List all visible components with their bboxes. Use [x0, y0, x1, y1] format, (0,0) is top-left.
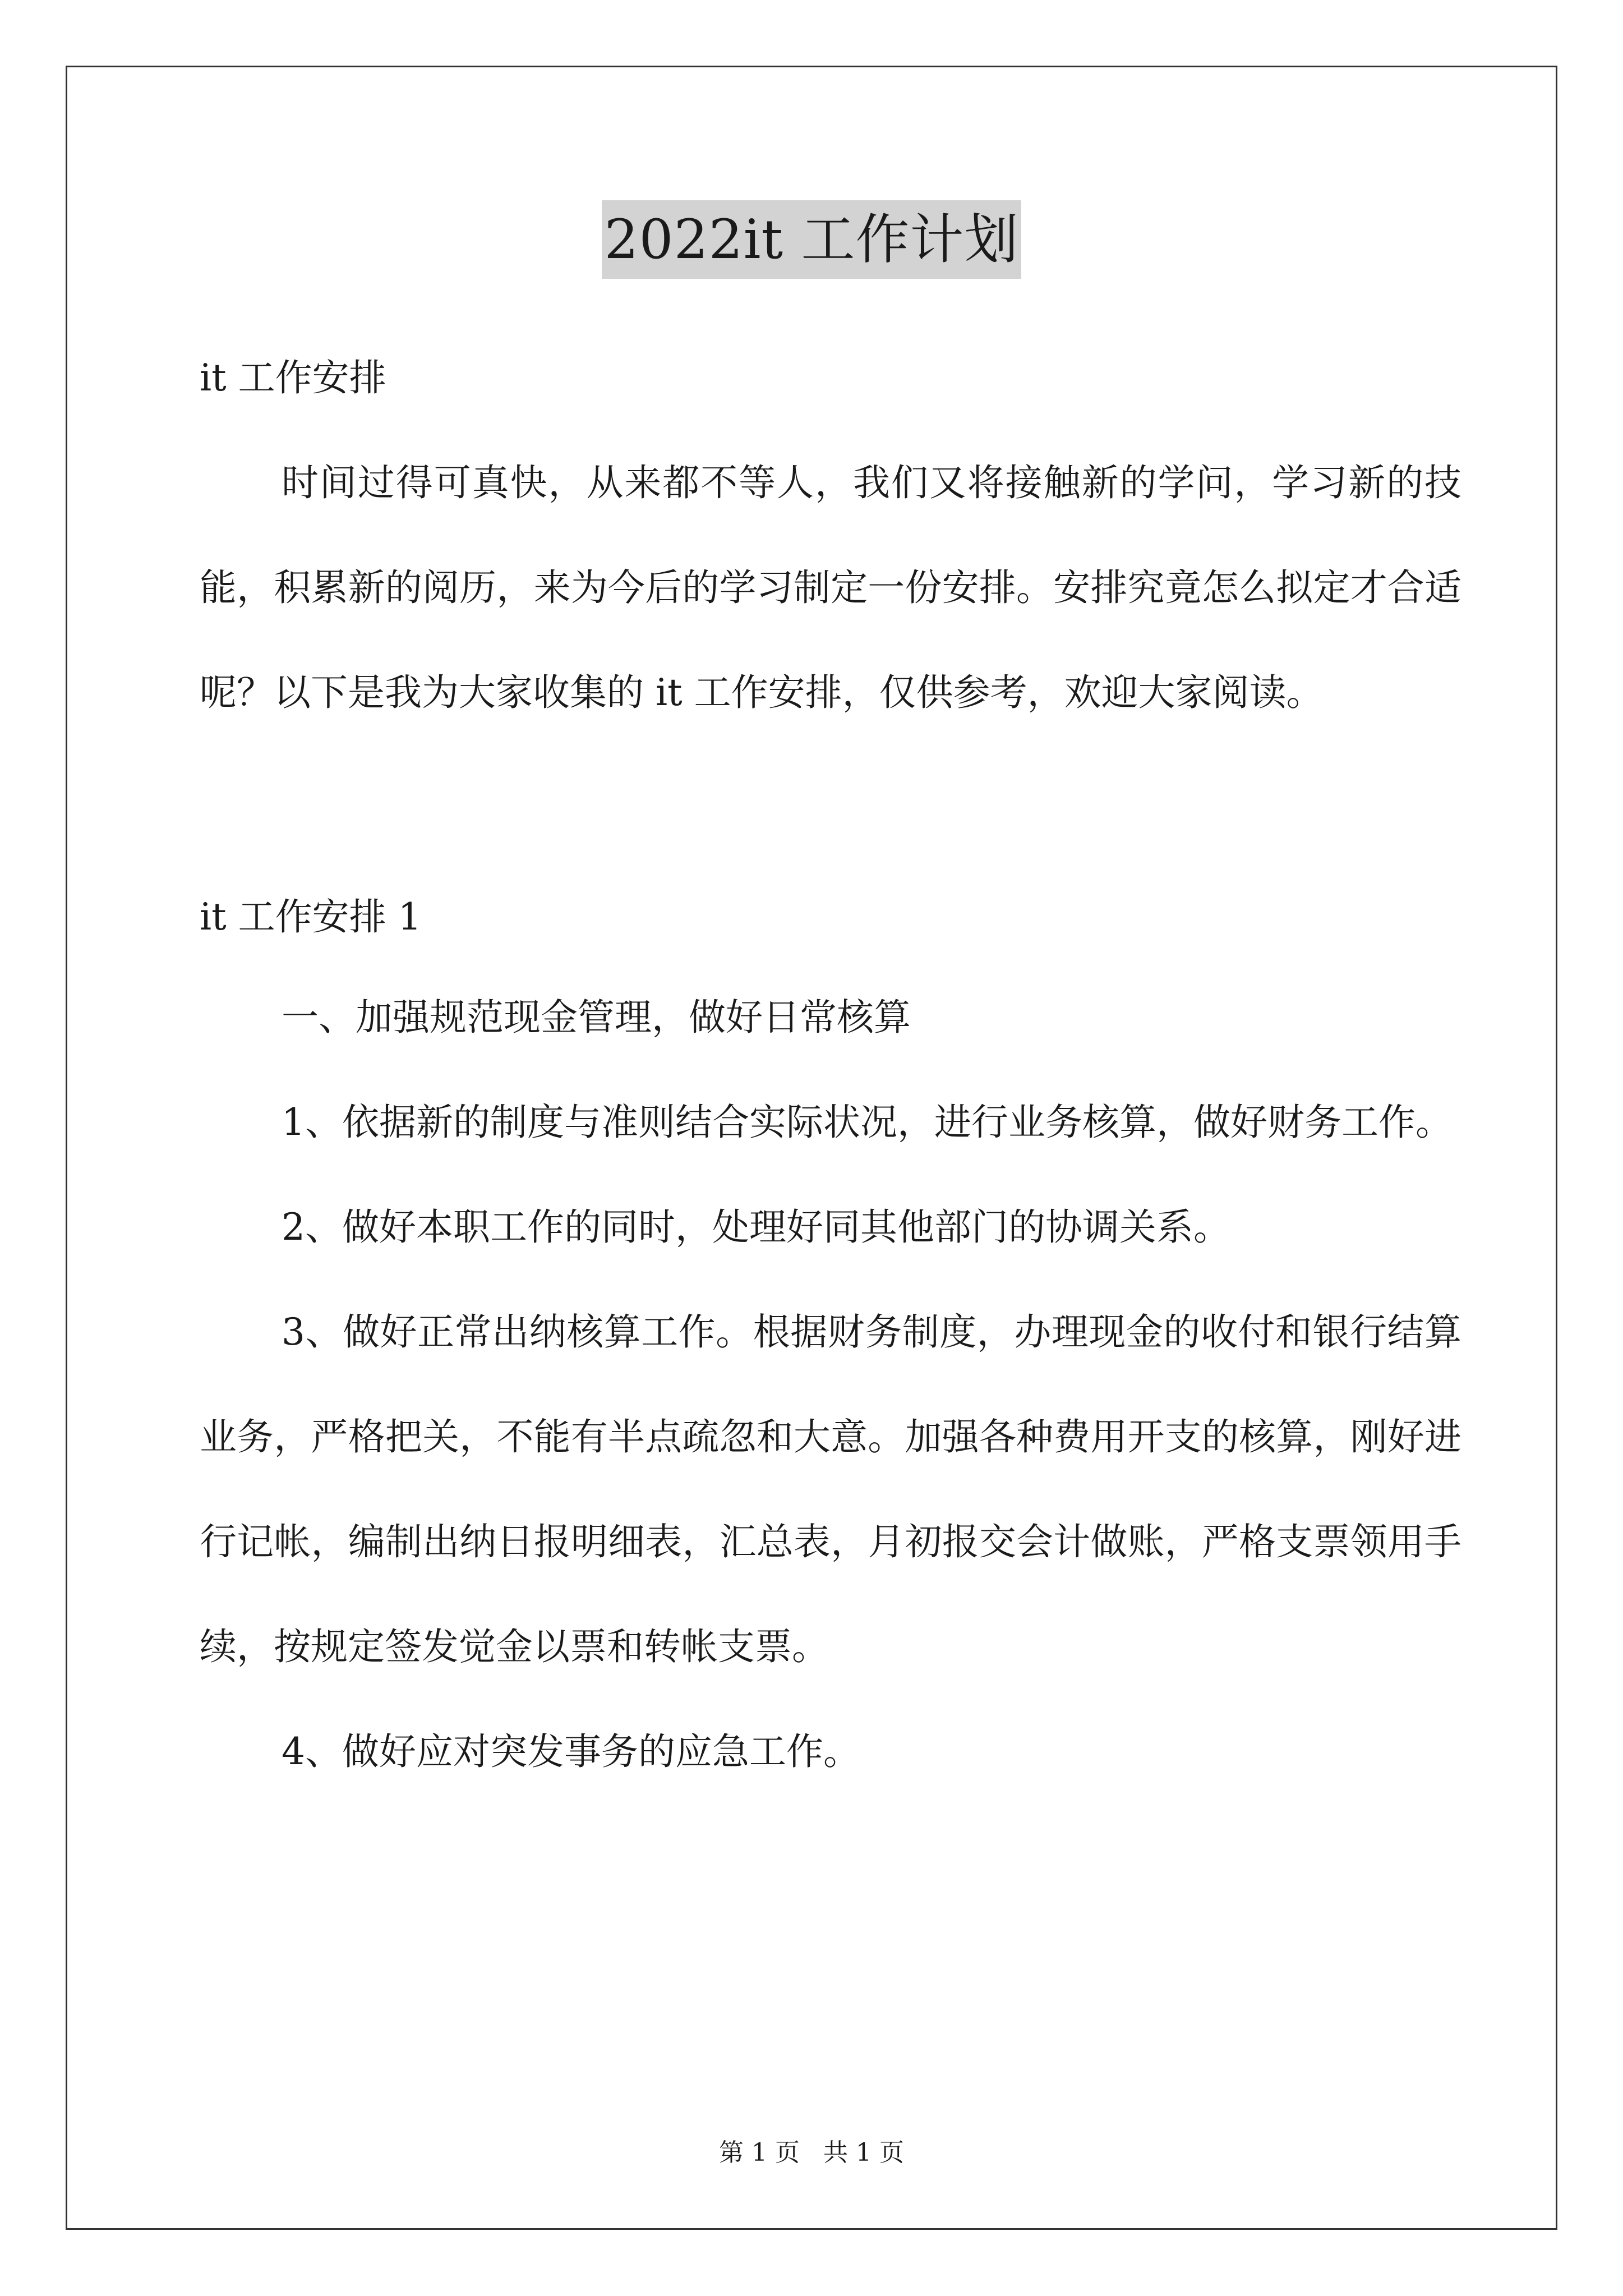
plan-item: 2、做好本职工作的同时，处理好同其他部门的协调关系。	[282, 1205, 1230, 1249]
document-body	[200, 337, 1461, 1804]
plan-item: 一、加强规范现金管理，做好日常核算	[282, 996, 911, 1039]
section-heading: it 工作安排	[200, 356, 386, 399]
document-title: 2022it 工作计划	[602, 200, 1021, 279]
title-container	[0, 200, 1623, 279]
plan-item: 3、做好正常出纳核算工作。根据财务制度，办理现金的收付和银行结算业务，严格把关，不能有半点疏忽和大意。加强各种费用开支的核算，刚好进行记帐，编制出纳日报明细表，汇总表，月初报交会计做账，严格支票领用手续，按规定签发觉金以票和转帐支票。	[200, 1310, 1461, 1668]
plan-heading: it 工作安排 1	[200, 895, 422, 938]
plan-items	[200, 965, 1461, 1804]
plan-item: 1、依据新的制度与准则结合实际状况，进行业务核算，做好财务工作。	[282, 1101, 1453, 1144]
page-footer: 第 1 页 共 1 页	[719, 2138, 904, 2167]
plan-item: 4、做好应对突发事务的应急工作。	[282, 1730, 860, 1773]
intro-paragraph: 时间过得可真快，从来都不等人，我们又将接触新的学问，学习新的技能，积累新的阅历，来为今后的学习制定一份安排。安排究竟怎么拟定才合适呢？以下是我为大家收集的 it 工作安排，仅供参考，欢迎大家阅读。	[200, 461, 1461, 714]
